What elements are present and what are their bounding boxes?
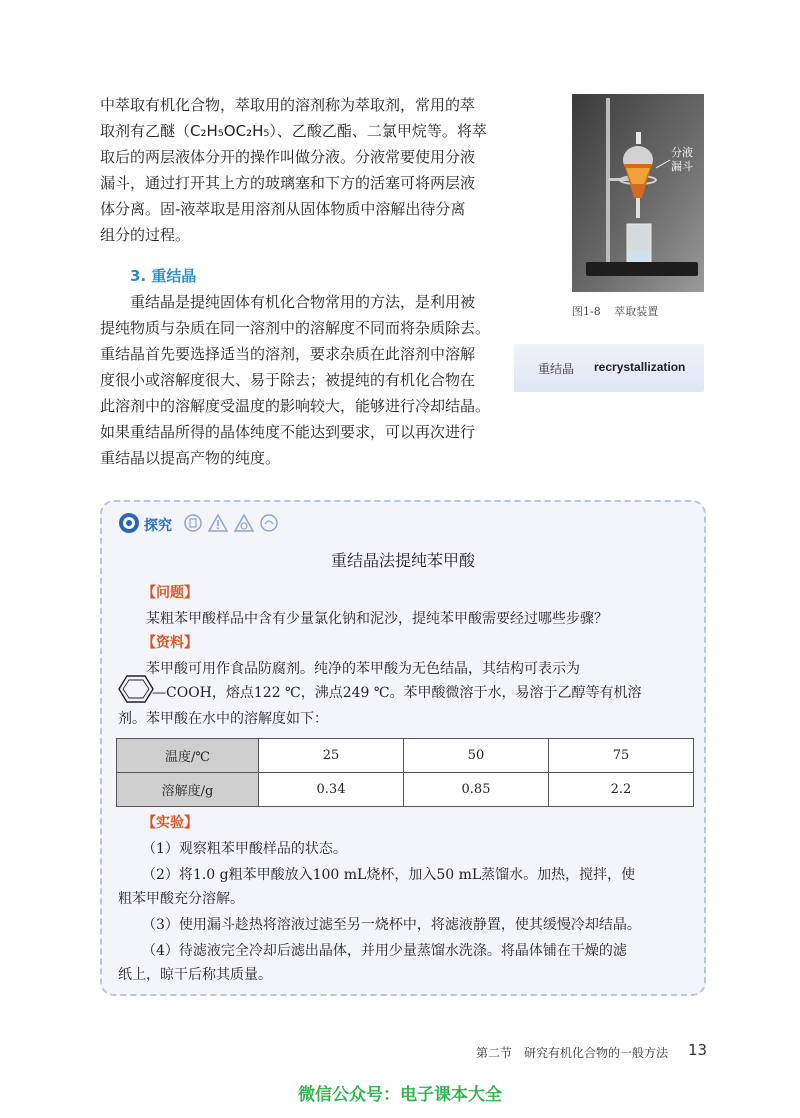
data-line: —COOH，熔点122 ℃，沸点249 ℃。苯甲酸微溶于水，易溶于乙醇等有机溶 (152, 685, 642, 701)
text-line: 此溶剂中的溶解度受温度的影响较大，能够进行冷却结晶。 (100, 397, 491, 415)
separatory-funnel-illustration (572, 94, 704, 292)
table-cell: 2.2 (549, 773, 694, 807)
table-header-cell: 温度/℃ (117, 739, 259, 773)
intro-paragraph (100, 92, 487, 248)
experiment-step: （2）将1.0 g粗苯甲酸放入100 mL烧杯，加入50 mL蒸馏水。加热，搅拌，使 (142, 867, 636, 883)
target-icon (118, 512, 140, 538)
section-paragraph (100, 289, 490, 471)
watermark-text: 微信公众号：电子课本大全 (298, 1085, 502, 1105)
hazard-icon (234, 514, 254, 536)
footer-section: 第二节 研究有机化合物的一般方法 (476, 1046, 669, 1060)
data-line: 苯甲酸可用作食品防腐剂。纯净的苯甲酸为无色结晶，其结构可表示为 (146, 661, 580, 677)
text-line: 中萃取有机化合物，萃取用的溶剂称为萃取剂，常用的萃 (100, 96, 476, 114)
experiment-step: 纸上，晾干后称其质量。 (118, 967, 272, 983)
experiment-tag: 【实验】 (142, 815, 198, 831)
text-line: 重结晶是提纯固体有机化合物常用的方法，是利用被 (130, 293, 476, 311)
extraction-apparatus-photo (572, 94, 704, 292)
explore-header (118, 514, 278, 536)
beaker-icon (184, 514, 202, 536)
warning-icon (208, 514, 228, 536)
problem-tag: 【问题】 (142, 585, 198, 601)
page-number: 13 (688, 1041, 708, 1059)
experiment-step: （1）观察粗苯甲酸样品的状态。 (142, 841, 347, 857)
figure-number: 图1-8 (572, 305, 601, 318)
solubility-table (116, 738, 694, 807)
benzene-ring-structure (118, 674, 154, 708)
text-line: 体分离。固-液萃取是用溶剂从固体物质中溶解出待分离 (100, 200, 466, 218)
text-line: 提纯物质与杂质在同一溶剂中的溶解度不同而将杂质除去。 (100, 319, 491, 337)
glossary-term: 重结晶 (538, 362, 575, 376)
explore-badge: 探究 (144, 518, 172, 534)
explore-title: 重结晶法提纯苯甲酸 (330, 551, 475, 570)
data-tag: 【资料】 (142, 635, 198, 651)
table-cell: 0.85 (404, 773, 549, 807)
text-line: 组分的过程。 (100, 226, 191, 244)
hand-wash-icon (260, 514, 278, 536)
table-cell: 50 (404, 739, 549, 773)
section-heading: 3. 重结晶 (130, 267, 197, 285)
text-line: 取剂有乙醚（C₂H₅OC₂H₅）、乙酸乙酯、二氯甲烷等。将萃 (100, 122, 487, 140)
table-row (117, 739, 694, 773)
explore-box (100, 500, 706, 996)
table-row (117, 773, 694, 807)
experiment-step: （3）使用漏斗趁热将溶液过滤至另一烧杯中，将滤液静置，使其缓慢冷却结晶。 (142, 917, 641, 933)
figure-title: 萃取装置 (614, 305, 659, 318)
text-line: 重结晶首先要选择适当的溶剂，要求杂质在此溶剂中溶解 (100, 345, 476, 363)
text-line: 度很小或溶解度很大、易于除去；被提纯的有机化合物在 (100, 371, 476, 389)
text-line: 如果重结晶所得的晶体纯度不能达到要求，可以再次进行 (100, 423, 476, 441)
glossary-english: recrystallization (594, 360, 686, 374)
text-line: 漏斗，通过打开其上方的玻璃塞和下方的活塞可将两层液 (100, 174, 476, 192)
experiment-step: （4）待滤液完全冷却后滤出晶体，并用少量蒸馏水洗涤。将晶体铺在干燥的滤 (142, 943, 627, 959)
table-cell: 25 (259, 739, 404, 773)
text-line: 取后的两层液体分开的操作叫做分液。分液常要使用分液 (100, 148, 476, 166)
data-line: 剂。苯甲酸在水中的溶解度如下： (118, 711, 328, 727)
funnel-label: 分液 漏斗 (671, 146, 693, 173)
text-line: 重结晶以提高产物的纯度。 (100, 449, 281, 467)
table-header-cell: 溶解度/g (117, 773, 259, 807)
experiment-step: 粗苯甲酸充分溶解。 (118, 891, 244, 907)
glossary-box (514, 344, 704, 392)
table-cell: 0.34 (259, 773, 404, 807)
figure-caption (572, 303, 658, 319)
problem-text: 某粗苯甲酸样品中含有少量氯化钠和泥沙，提纯苯甲酸需要经过哪些步骤？ (146, 611, 608, 627)
table-cell: 75 (549, 739, 694, 773)
